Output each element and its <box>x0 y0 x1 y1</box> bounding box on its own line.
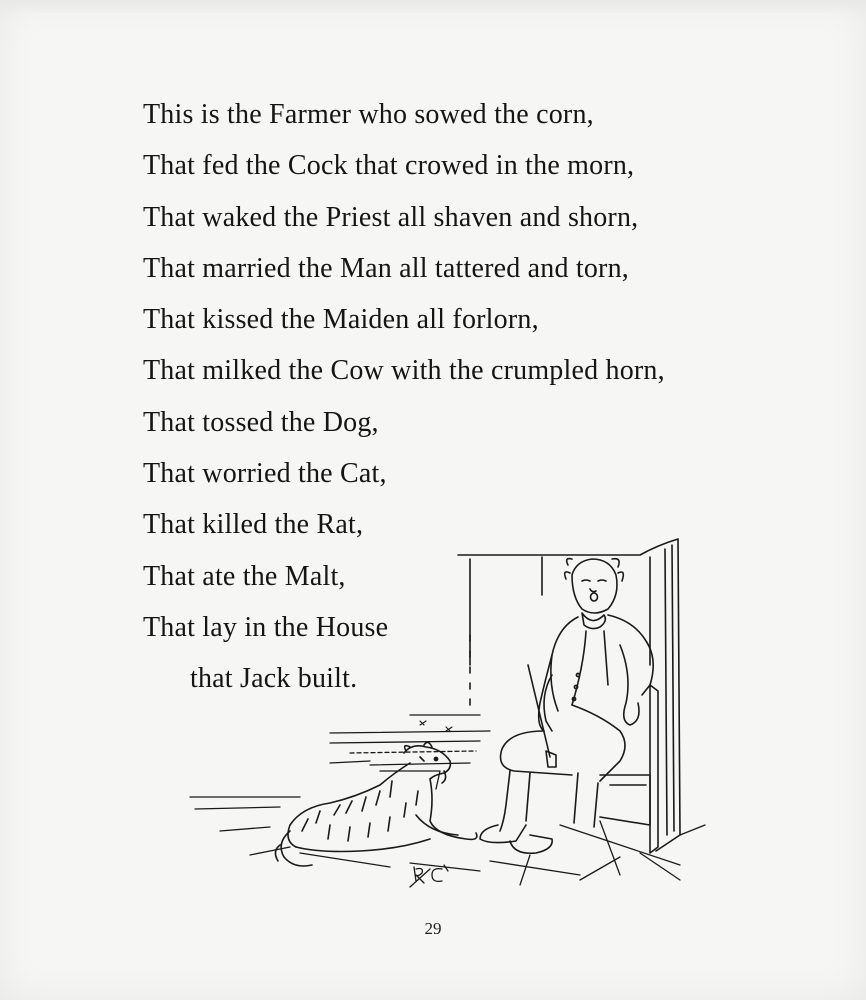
farmer-dog-illustration <box>180 535 720 895</box>
verse-line: That ate the Malt, <box>143 560 346 592</box>
page-edge-shadow <box>0 0 866 14</box>
artist-signature <box>414 865 448 883</box>
verse-line: That lay in the House <box>143 611 389 643</box>
floor-lines <box>190 715 705 887</box>
verse-line: That worried the Cat, <box>143 458 387 490</box>
page-number: 29 <box>424 919 442 938</box>
verse-line: That fed the Cock that crowed in the morn, <box>143 150 635 182</box>
verse-line: That tossed the Dog, <box>143 406 379 438</box>
verse-line-final: that Jack built. <box>190 663 358 695</box>
farmer-figure <box>480 559 653 854</box>
dog-figure <box>275 742 476 866</box>
verse-line: That kissed the Maiden all forlorn, <box>143 304 539 336</box>
verse-line: That waked the Priest all shaven and shorn, <box>143 201 639 233</box>
verse-line: That killed the Rat, <box>143 509 364 541</box>
settle-bench <box>458 539 680 853</box>
verse-line: That married the Man all tattered and torn, <box>143 252 629 284</box>
scratch-marks <box>420 721 452 731</box>
verse-line: This is the Farmer who sowed the corn, <box>143 99 594 130</box>
verse-line: That milked the Cow with the crumpled horn, <box>143 355 665 387</box>
